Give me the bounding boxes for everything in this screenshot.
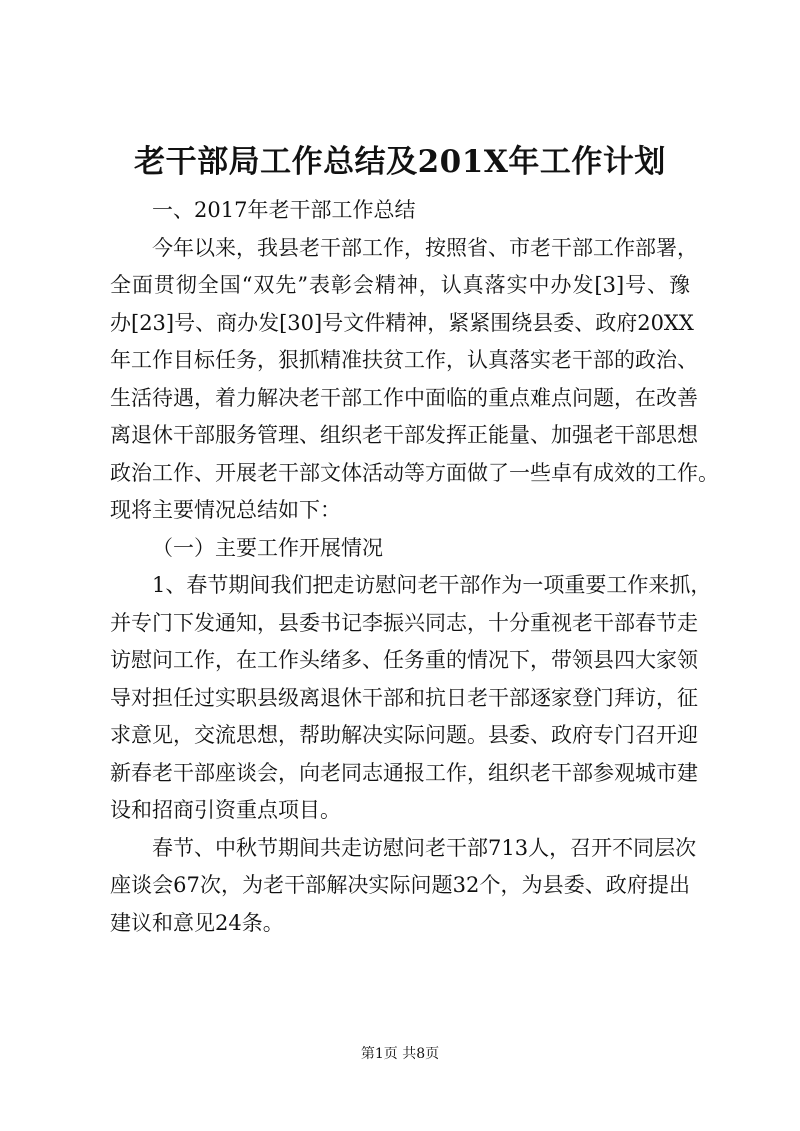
paragraph-line: 离退休干部服务管理、组织老干部发挥正能量、加强老干部思想 xyxy=(110,423,698,447)
paragraph-line: 政治工作、开展老干部文体活动等方面做了一些卓有成效的工作。 xyxy=(110,460,719,485)
subsection-heading: （一）主要工作开展情况 xyxy=(152,535,383,560)
paragraph-line: 年工作目标任务，狠抓精准扶贫工作，认真落实老干部的政治、 xyxy=(110,348,698,372)
paragraph-line: 访慰问工作，在工作头绪多、任务重的情况下，带领县四大家领 xyxy=(110,648,698,672)
paragraph-line: 现将主要情况总结如下： xyxy=(110,498,341,522)
paragraph-line: 生活待遇，着力解决老干部工作中面临的重点难点问题，在改善 xyxy=(110,385,698,410)
paragraph-line: 今年以来，我县老干部工作，按照省、市老干部工作部署， xyxy=(152,235,698,260)
paragraph-line: 建议和意见24条。 xyxy=(110,910,284,935)
paragraph-line: 春节、中秋节期间共走访慰问老干部713人，召开不同层次 xyxy=(152,835,697,860)
paragraph-line: 并专门下发通知，县委书记李振兴同志，十分重视老干部春节走 xyxy=(110,610,698,635)
paragraph-line: 全面贯彻全国“双先”表彰会精神，认真落实中办发[3]号、豫 xyxy=(110,273,690,297)
paragraph-line: 设和招商引资重点项目。 xyxy=(110,798,341,822)
page-number: 第1页 共8页 xyxy=(360,1046,440,1062)
paragraph-line: 办[23]号、商办发[30]号文件精神，紧紧围绕县委、政府20XX xyxy=(110,310,694,335)
paragraph-line: 导对担任过实职县级离退休干部和抗日老干部逐家登门拜访，征 xyxy=(110,685,698,710)
paragraph-line: 新春老干部座谈会，向老同志通报工作，组织老干部参观城市建 xyxy=(110,760,698,785)
document-title: 老干部局工作总结及201X年工作计划 xyxy=(134,144,666,180)
paragraph-line: 1、春节期间我们把走访慰问老干部作为一项重要工作来抓， xyxy=(152,573,712,597)
paragraph-line: 求意见，交流思想，帮助解决实际问题。县委、政府专门召开迎 xyxy=(110,723,698,747)
document-body xyxy=(110,192,719,942)
section-heading: 一、2017年老干部工作总结 xyxy=(152,198,416,222)
paragraph-line: 座谈会67次，为老干部解决实际问题32个，为县委、政府提出 xyxy=(110,873,690,897)
